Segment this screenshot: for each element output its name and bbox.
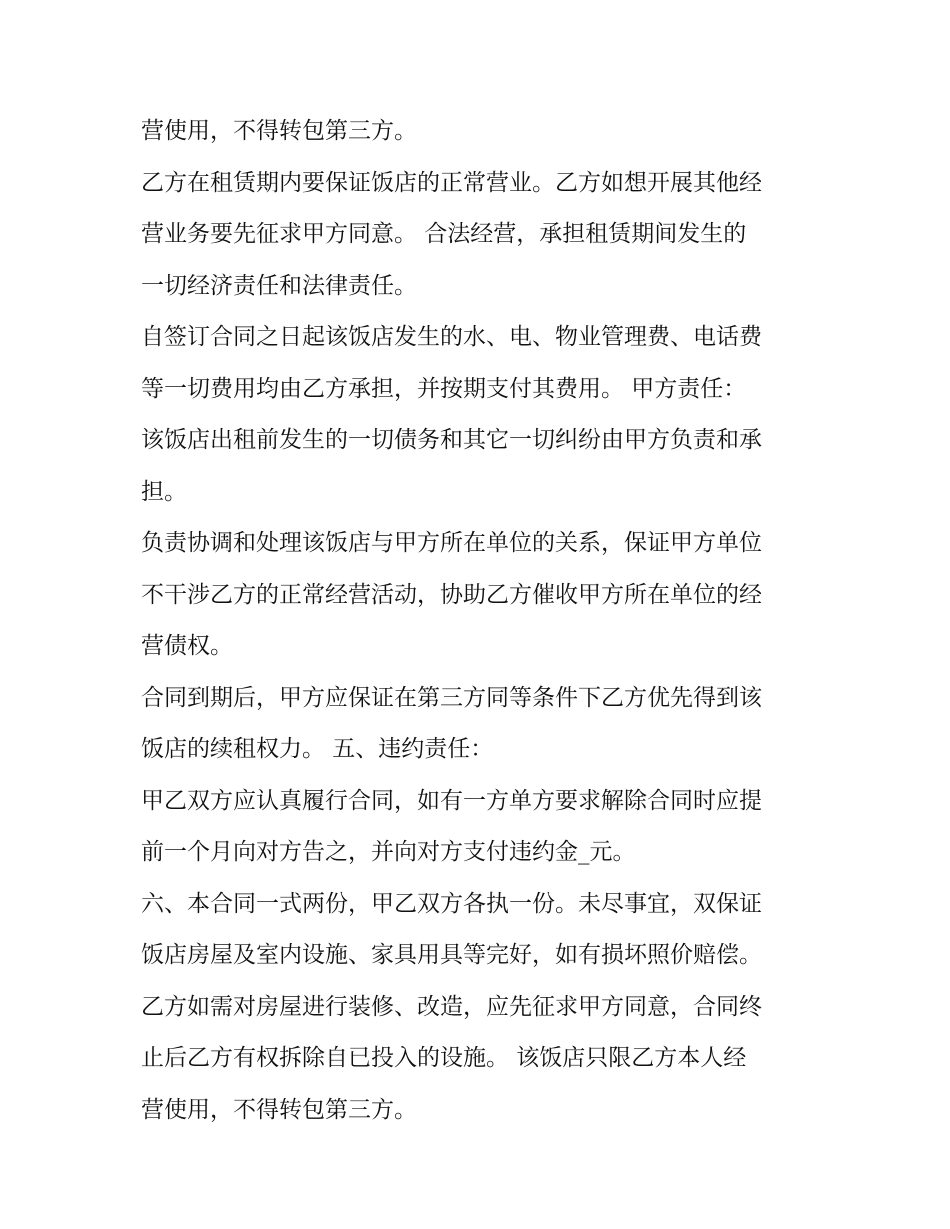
document-body (141, 106, 821, 1136)
text-line: 担。 (141, 478, 187, 505)
text-line: 负责协调和处理该饭店与甲方所在单位的关系，保证甲方单位 (141, 530, 762, 556)
text-line: 该饭店出租前发生的一切债务和其它一切纠纷由甲方负责和承 (141, 427, 762, 453)
text-line: 自签订合同之日起该饭店发生的水、电、物业管理费、电话费 (141, 324, 762, 350)
text-line: 饭店的续租权力。 五、违约责任： (141, 736, 494, 762)
text-line: 止后乙方有权拆除自已投入的设施。 该饭店只限乙方本人经 (141, 1045, 747, 1071)
text-line: 营使用，不得转包第三方。 (141, 1096, 417, 1123)
text-line: 等一切费用均由乙方承担，并按期支付其费用。 甲方责任： (141, 375, 747, 402)
text-line: 前一个月向对方告之，并向对方支付违约金_元。 (141, 839, 636, 865)
text-line: 甲乙双方应认真履行合同，如有一方单方要求解除合同时应提 (141, 787, 762, 814)
text-line: 营使用，不得转包第三方。 (141, 118, 417, 144)
text-line: 合同到期后，甲方应保证在第三方同等条件下乙方优先得到该 (141, 684, 762, 711)
text-line: 饭店房屋及室内设施、家具用具等完好，如有损坏照价赔偿。 (141, 942, 762, 968)
text-line: 乙方在租赁期内要保证饭店的正常营业。乙方如想开展其他经 (141, 169, 762, 196)
text-line: 乙方如需对房屋进行装修、改造，应先征求甲方同意，合同终 (141, 993, 762, 1020)
text-line: 营业务要先征求甲方同意。 合法经营，承担租赁期间发生的 (141, 221, 747, 247)
text-line: 六、本合同一式两份，甲乙双方各执一份。未尽事宜，双保证 (141, 890, 762, 917)
text-line: 不干涉乙方的正常经营活动，协助乙方催收甲方所在单位的经 (141, 581, 762, 608)
text-line: 一切经济责任和法律责任。 (141, 272, 417, 299)
text-line: 营债权。 (141, 633, 233, 659)
